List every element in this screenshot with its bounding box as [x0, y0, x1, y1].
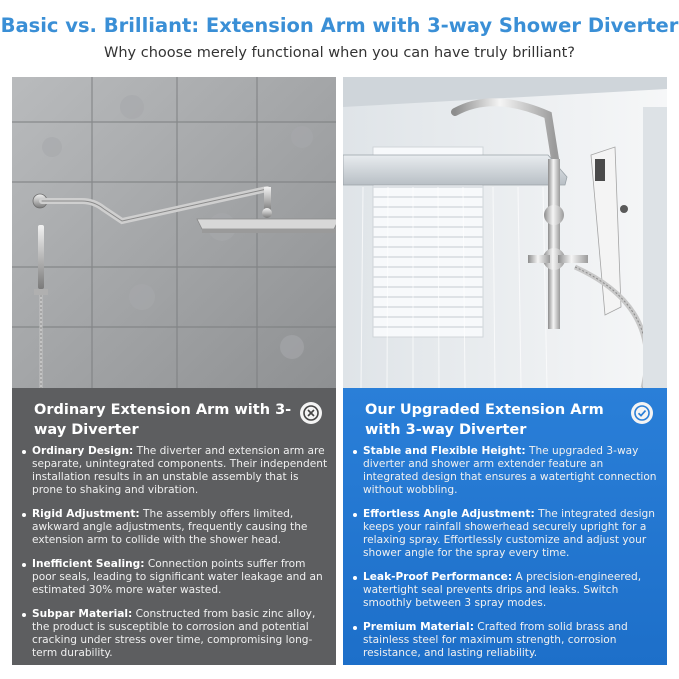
upgraded-panel: [343, 77, 667, 665]
item-text: Connection points suffer from poor seals, leading to significant water leakage and an estimated 30% more water wasted.: [32, 558, 323, 596]
ordinary-card: [12, 388, 336, 665]
item-label: Premium Material:: [363, 621, 474, 633]
ordinary-shower-photo: [12, 77, 336, 388]
item-text: The diverter and extension arm are separate, unintegrated components. Their independent installation results in an unstable assembly that is prone to shaking and vibration.: [32, 445, 328, 496]
upgraded-card: [343, 388, 667, 665]
item-text: Constructed from basic zinc alloy, the product is susceptible to corrosion and potential cracking under stress over time, compromising long-term durability.: [32, 608, 316, 659]
list-item: [20, 558, 328, 597]
list-item: [20, 508, 328, 547]
close-circle-icon: [300, 402, 322, 424]
list-item: [351, 508, 659, 560]
list-item: [20, 445, 328, 497]
item-label: Effortless Angle Adjustment:: [363, 508, 535, 520]
check-circle-icon: [631, 402, 653, 424]
item-label: Inefficient Sealing:: [32, 558, 145, 570]
list-item: [351, 445, 659, 497]
item-label: Ordinary Design:: [32, 445, 134, 457]
list-item: [351, 621, 659, 660]
item-text: A precision-engineered, watertight seal prevents drips and leaks. Switch smoothly between 3 spray modes.: [363, 571, 642, 609]
page-title: Basic vs. Brilliant: Extension Arm with 3-way Shower Diverter: [0, 14, 679, 37]
item-label: Rigid Adjustment:: [32, 508, 140, 520]
upgraded-card-title: Our Upgraded Extension Arm with 3-way Diverter: [365, 402, 604, 438]
item-text: The integrated design keeps your rainfall showerhead securely upright for a relaxing spray. Effortlessly customize and adjust your shower angle for the spray every time.: [363, 508, 655, 559]
item-text: Crafted from solid brass and stainless steel for maximum strength, corrosion resistance, and lasting reliability.: [363, 621, 628, 659]
item-label: Stable and Flexible Height:: [363, 445, 526, 457]
item-text: The assembly offers limited, awkward angle adjustments, frequently causing the extension arm to collide with the shower head.: [32, 508, 308, 546]
ordinary-card-title: Ordinary Extension Arm with 3-way Diverter: [34, 402, 292, 438]
item-text: The upgraded 3-way diverter and shower arm extender feature an integrated design that ensures a watertight connection without wobbling.: [363, 445, 657, 496]
item-label: Subpar Material:: [32, 608, 133, 620]
upgraded-feature-list: [351, 445, 659, 665]
upgraded-shower-photo: [343, 77, 667, 388]
ordinary-panel: [12, 77, 336, 665]
list-item: [20, 608, 328, 660]
page-subtitle: Why choose merely functional when you can have truly brilliant?: [104, 45, 575, 61]
item-label: Leak-Proof Performance:: [363, 571, 513, 583]
list-item: [351, 571, 659, 610]
ordinary-feature-list: [20, 445, 328, 665]
